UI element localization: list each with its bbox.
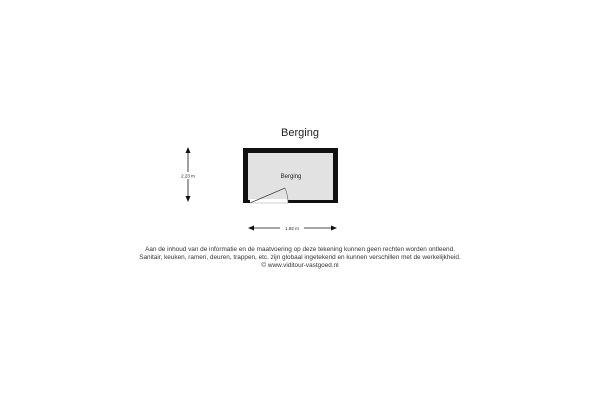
height-arrow-bottom bbox=[186, 196, 191, 202]
width-arrow-left bbox=[248, 226, 254, 231]
width-arrow-right bbox=[331, 226, 337, 231]
width-dimension-label: 1.92 m bbox=[285, 226, 299, 231]
disclaimer-line-1: Aan de inhoud van de informatie en de maatvoering op deze tekening kunnen geen rechten worden ontleend. bbox=[145, 246, 455, 253]
height-dimension-label: 2.23 m bbox=[181, 173, 195, 179]
disclaimer-copyright: © www.viditour-vastgoed.nl bbox=[261, 262, 339, 269]
plan-title: Berging bbox=[281, 127, 319, 139]
disclaimer-line-2: Sanitair, keuken, ramen, deuren, trappen, etc. zijn globaal ingetekend en kunnen verschillen met de werkelijkheid. bbox=[139, 254, 461, 261]
door-opening bbox=[250, 199, 288, 204]
room-label: Berging bbox=[280, 174, 302, 180]
height-arrow-top bbox=[186, 147, 191, 153]
disclaimer bbox=[0, 246, 600, 270]
